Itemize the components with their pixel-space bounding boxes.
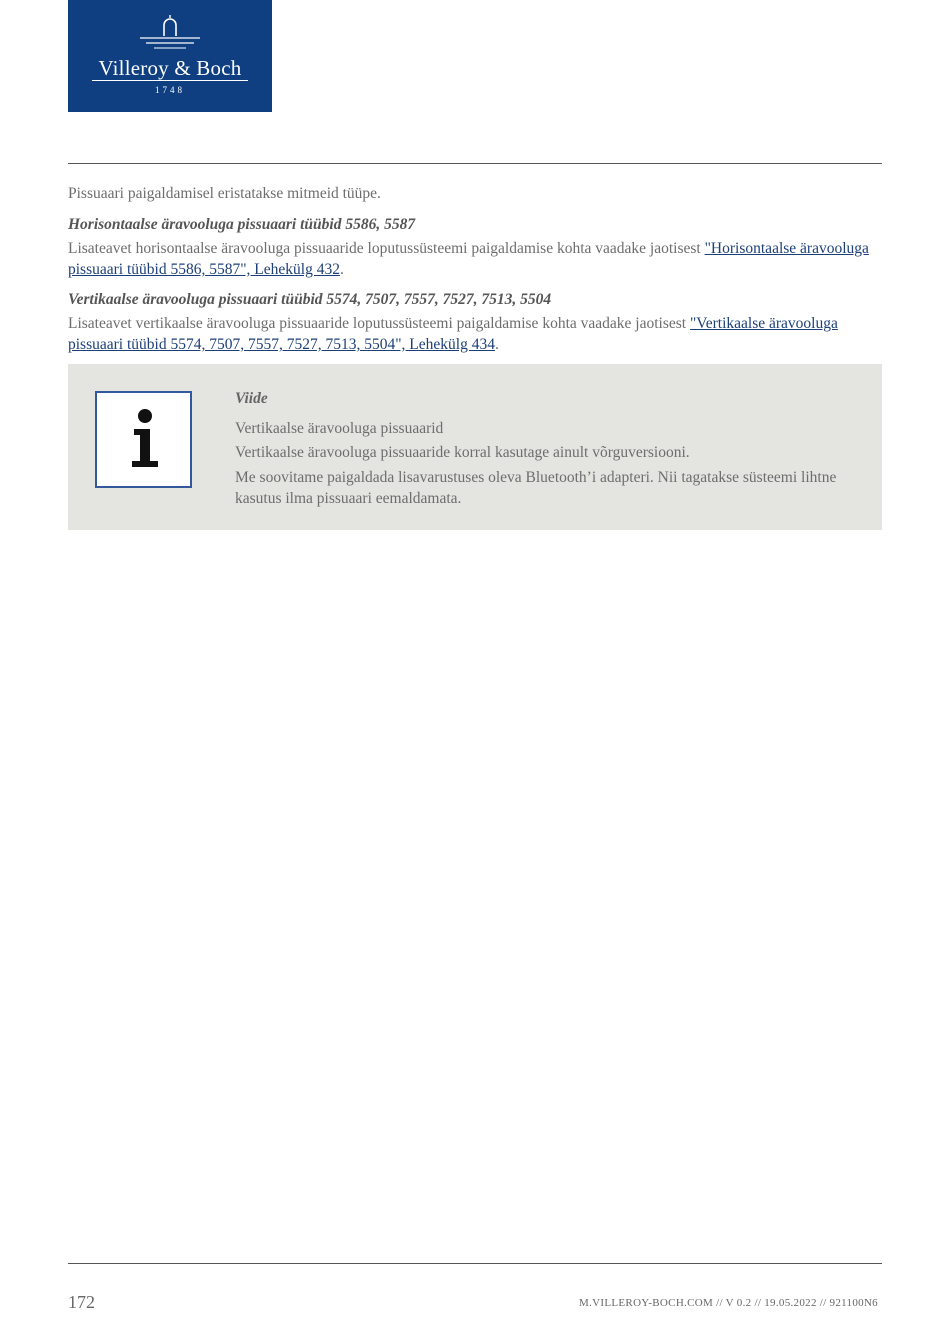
link-vertical-types[interactable]: "Vertikaalse äravooluga pissuaari tüübid 5574, 7507, 7557, 7527, 7513, 5504", Lehekülg 434 <box>68 315 838 353</box>
logo-divider <box>92 80 248 81</box>
footer-info: M.VILLEROY-BOCH.COM // V 0.2 // 19.05.2022 // 921100N6 <box>579 1297 878 1309</box>
main-content <box>68 183 882 355</box>
section-heading-horizontal: Horisontaalse äravooluga pissuaari tüübid 5586, 5587 <box>68 216 416 233</box>
intro-text: Pissuaari paigaldamisel eristatakse mitmeid tüüpe. <box>68 185 381 202</box>
logo-wordmark: Villeroy & Boch <box>98 56 242 80</box>
section-text-suffix: . <box>494 336 499 353</box>
section-text-horizontal <box>68 238 882 280</box>
notice-title: Viide <box>235 390 268 407</box>
link-horizontal-types[interactable]: "Horisontaalse äravooluga pissuaari tüübid 5586, 5587", Lehekülg 432 <box>68 240 869 278</box>
page-number: 172 <box>68 1292 95 1312</box>
notice-content <box>235 388 865 509</box>
notice-box <box>68 364 882 530</box>
section-heading-vertical: Vertikaalse äravooluga pissuaari tüübid 5574, 7507, 7557, 7527, 7513, 5504 <box>68 291 552 308</box>
bottom-divider <box>68 1263 882 1264</box>
section-text-vertical <box>68 313 882 355</box>
section-text-suffix: . <box>339 261 344 278</box>
section-text-prefix: Lisateavet vertikaalse äravooluga pissuaaride loputussüsteemi paigaldamise kohta vaadake jaotisest <box>68 315 690 332</box>
section-text-prefix: Lisateavet horisontaalse äravooluga pissuaaride loputussüsteemi paigaldamise kohta vaadake jaotisest <box>68 240 705 257</box>
info-icon <box>97 393 190 486</box>
notice-line: Vertikaalse äravooluga pissuaarid <box>235 420 444 437</box>
logo-year: 1748 <box>155 85 185 95</box>
top-divider <box>68 163 882 164</box>
notice-line: Me soovitame paigaldada lisavarustuses oleva Bluetooth’i adapteri. Nii tagatakse süsteemi lihtne kasutus ilma pissuaari eemaldamata. <box>235 469 837 507</box>
info-icon-frame <box>95 391 192 488</box>
fountain-logo-icon <box>130 12 210 54</box>
notice-line: Vertikaalse äravooluga pissuaaride korral kasutage ainult võrguversiooni. <box>235 444 690 461</box>
brand-logo <box>68 0 272 112</box>
